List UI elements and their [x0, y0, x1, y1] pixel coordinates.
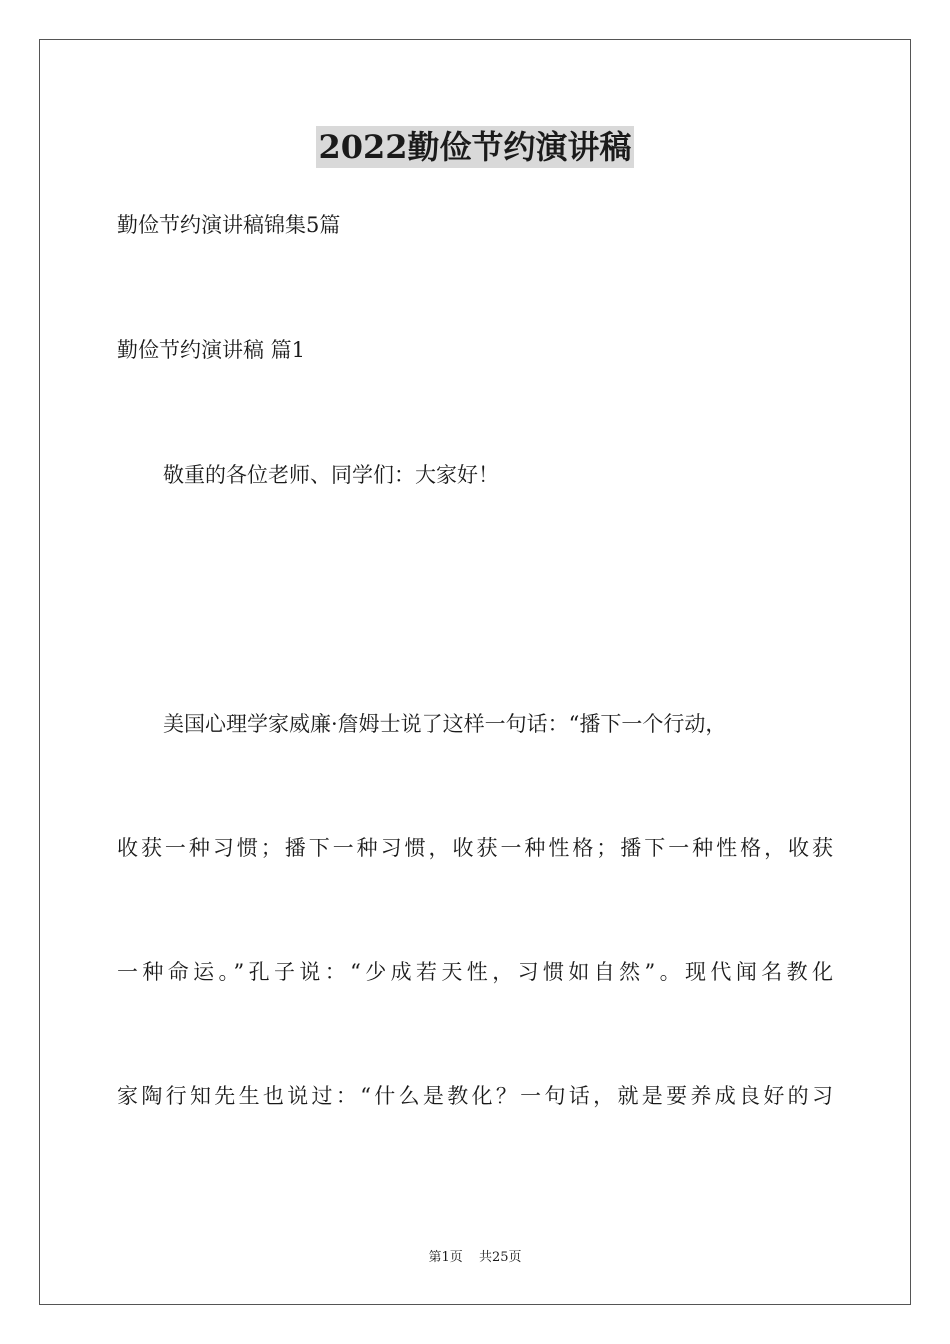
title-container — [0, 126, 950, 168]
paragraph-line-1: 美国心理学家威廉·詹姆士说了这样一句话：“播下一个行动， — [163, 712, 727, 736]
document-subtitle: 勤俭节约演讲稿锦集5篇 — [117, 213, 341, 237]
paragraph-line-2: 收获一种习惯；播下一种习惯，收获一种性格；播下一种性格，收获 — [117, 836, 833, 860]
page-number: 第1页 — [428, 1250, 463, 1265]
document-title: 2022勤俭节约演讲稿 — [318, 128, 632, 166]
page-total: 共25页 — [478, 1250, 522, 1265]
section-heading: 勤俭节约演讲稿 篇1 — [117, 338, 306, 362]
paragraph-line-3: 一种命运。”孔子说：“少成若天性，习惯如自然”。现代闻名教化 — [117, 960, 833, 984]
greeting-text: 敬重的各位老师、同学们：大家好！ — [163, 463, 499, 487]
paragraph-line-4: 家陶行知先生也说过：“什么是教化？一句话，就是要养成良好的习 — [117, 1084, 833, 1108]
page-footer — [0, 1246, 950, 1265]
